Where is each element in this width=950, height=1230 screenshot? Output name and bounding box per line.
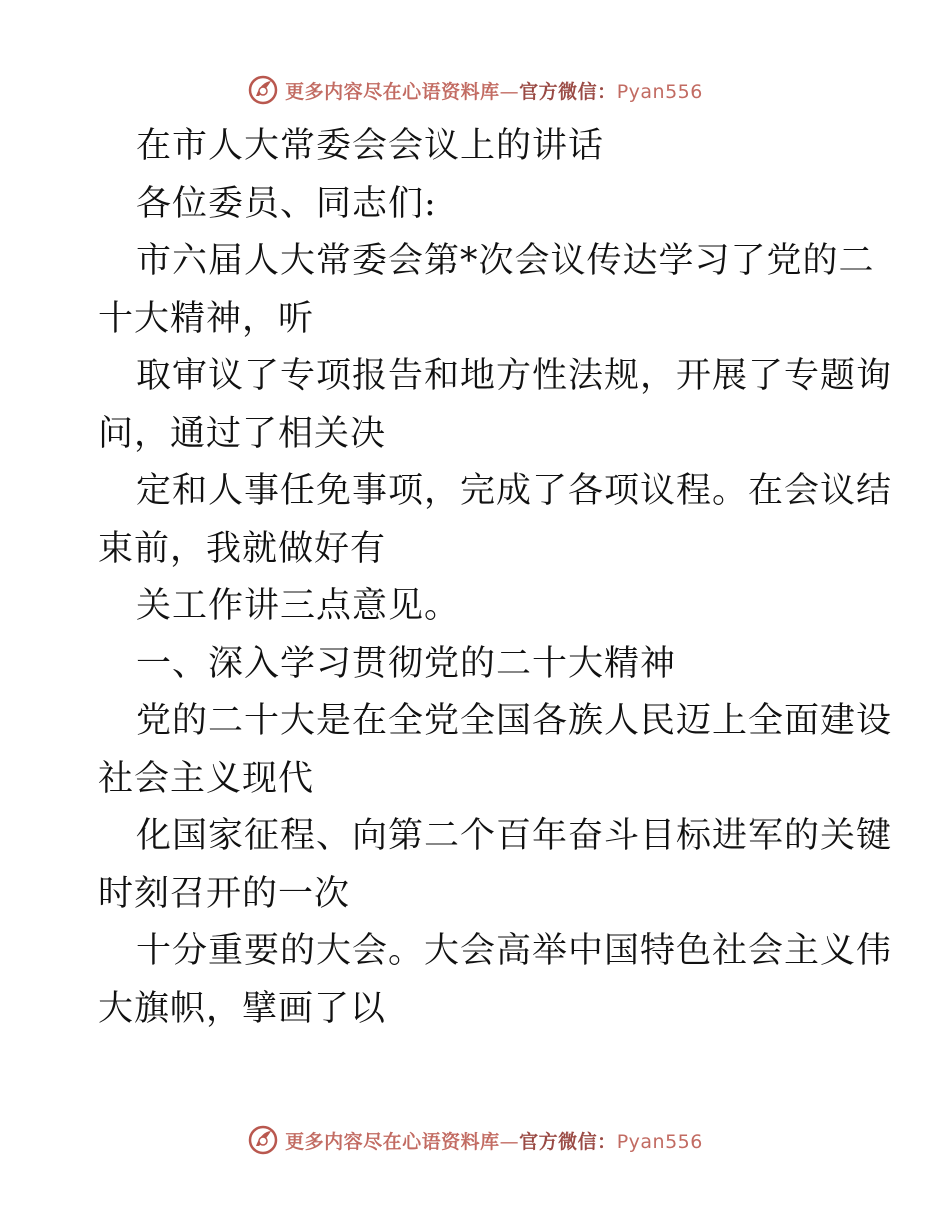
- document-title: 在市人大常委会会议上的讲话: [136, 126, 605, 166]
- watermark-text: [285, 77, 703, 104]
- header-watermark: [0, 72, 950, 108]
- paragraph-line: 大旗帜，擘画了以: [98, 988, 387, 1029]
- paragraph-line: 关工作讲三点意见。: [136, 586, 461, 626]
- document-body: [98, 118, 893, 1038]
- watermark-dash: —: [499, 80, 520, 103]
- paragraph-line: 化国家征程、向第二个百年奋斗目标进军的关键: [136, 816, 893, 856]
- footer-watermark: [0, 1122, 950, 1158]
- seal-logo-icon: [247, 1124, 279, 1156]
- paragraph-line: 时刻召开的一次: [98, 873, 351, 914]
- watermark-dash: —: [499, 1130, 520, 1153]
- salutation: 各位委员、同志们:: [136, 183, 437, 224]
- paragraph-line: 十大精神，听: [98, 298, 315, 339]
- section-heading: 一、深入学习贯彻党的二十大精神: [136, 643, 677, 684]
- watermark-id: Pyan556: [616, 80, 703, 103]
- seal-logo-icon: [247, 74, 279, 106]
- watermark-id: Pyan556: [616, 1130, 703, 1153]
- watermark-contact: 官方微信：: [519, 1130, 617, 1153]
- paragraph-line: 定和人事任免事项，完成了各项议程。在会议结: [136, 471, 893, 511]
- paragraph-line: 取审议了专项报告和地方性法规，开展了专题询: [136, 356, 893, 396]
- paragraph-line: 十分重要的大会。大会高举中国特色社会主义伟: [136, 931, 893, 971]
- paragraph-line: 社会主义现代: [98, 758, 315, 799]
- paragraph-line: 束前，我就做好有: [98, 528, 387, 569]
- watermark-main: 更多内容尽在心语资料库: [285, 80, 500, 103]
- paragraph-line: 问，通过了相关决: [98, 413, 387, 454]
- paragraph-line: 市六届人大常委会第*次会议传达学习了党的二: [136, 241, 875, 281]
- watermark-text: [285, 1127, 703, 1154]
- paragraph-line: 党的二十大是在全党全国各族人民迈上全面建设: [136, 701, 893, 741]
- watermark-contact: 官方微信：: [519, 80, 617, 103]
- watermark-main: 更多内容尽在心语资料库: [285, 1130, 500, 1153]
